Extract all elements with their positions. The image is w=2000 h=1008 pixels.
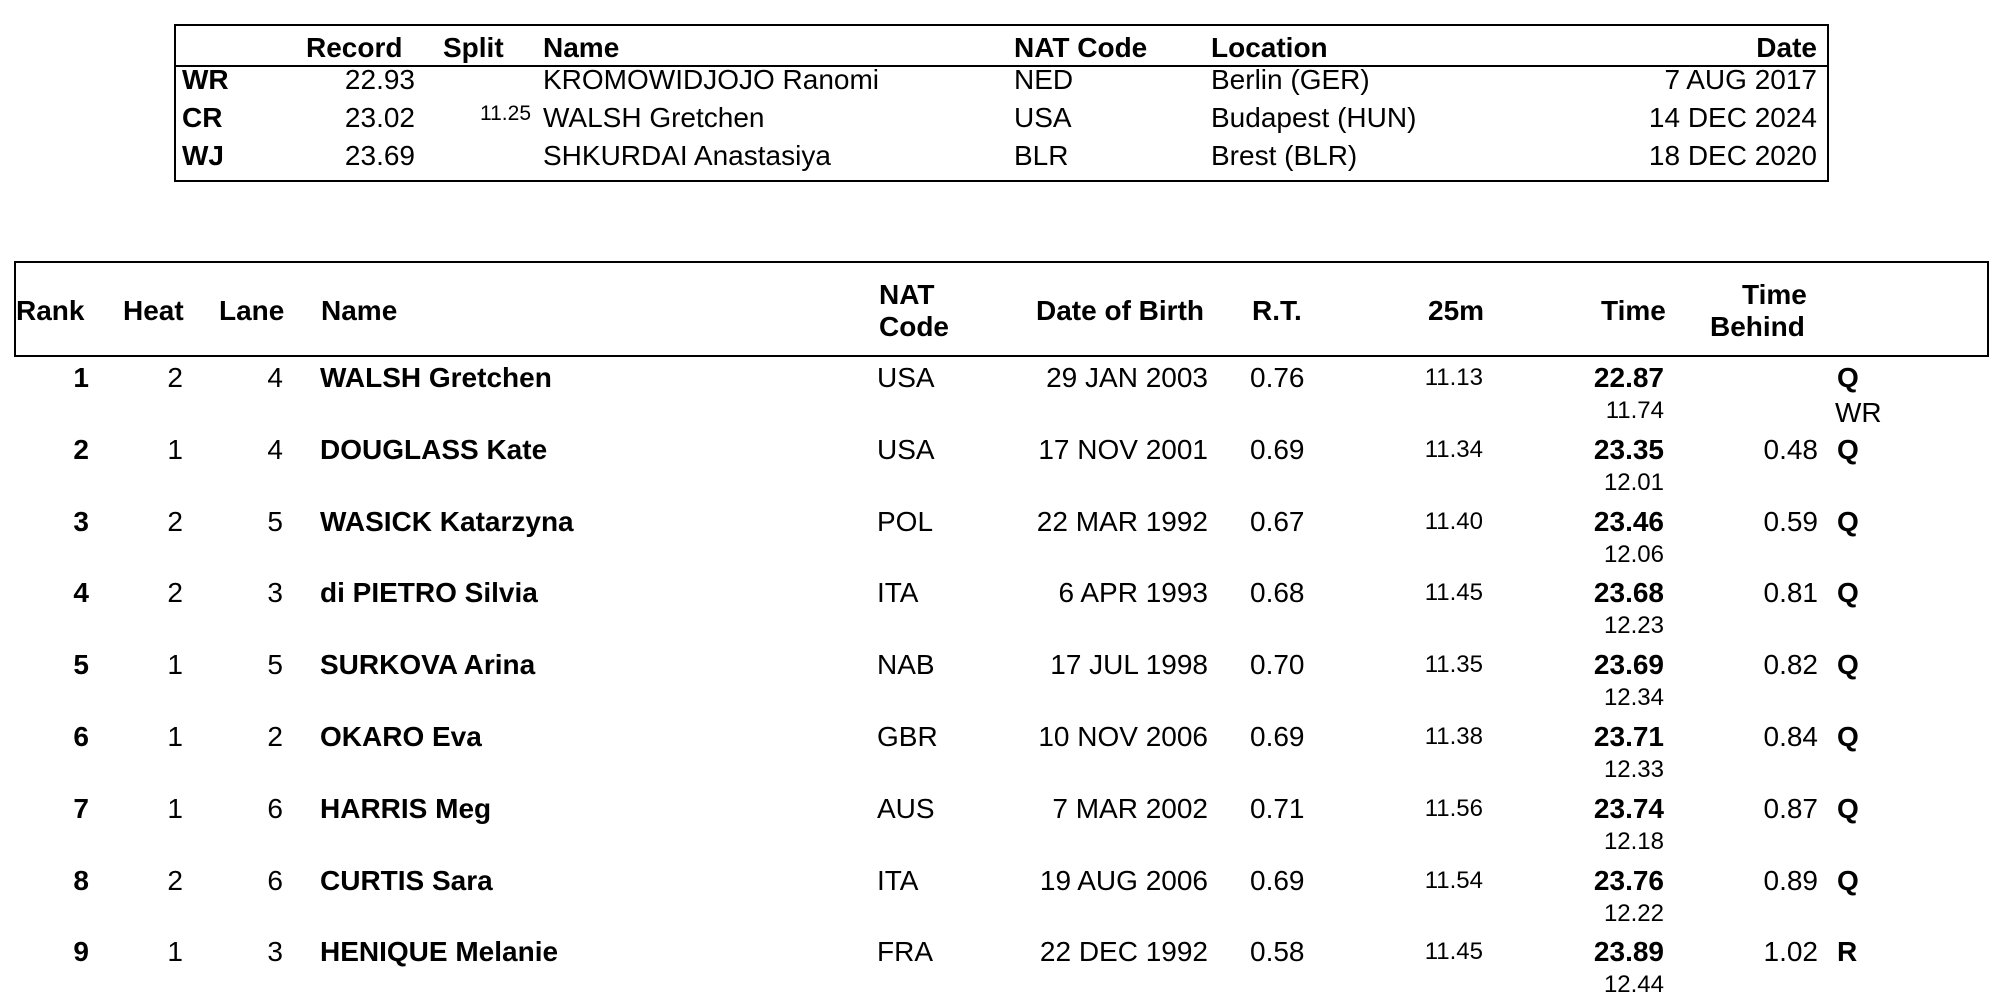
- athlete-name: HENIQUE Melanie: [320, 936, 559, 968]
- split-50m: 12.01: [1603, 468, 1664, 496]
- nat-code: POL: [877, 505, 934, 537]
- records-header-date: Date: [1756, 32, 1817, 63]
- split-50m: 12.22: [1603, 899, 1664, 927]
- result-row: [0, 362, 2000, 434]
- heat: 1: [167, 649, 183, 681]
- time-behind: 0.87: [1763, 792, 1818, 824]
- record-location: Berlin (GER): [1211, 64, 1370, 95]
- heat: 1: [167, 721, 183, 752]
- lane: 2: [267, 721, 283, 752]
- final-time: 23.68: [1593, 577, 1664, 609]
- header-nat-line2: Code: [879, 311, 949, 342]
- nat-code: FRA: [877, 936, 933, 968]
- header-rank: Rank: [16, 295, 85, 326]
- header-nat-line1: NAT: [879, 279, 935, 310]
- athlete-name: WALSH Gretchen: [320, 362, 552, 393]
- result-row: [0, 434, 2000, 506]
- header-time: Time: [1601, 295, 1666, 326]
- final-time: 23.35: [1593, 433, 1664, 465]
- time-behind: 0.84: [1763, 721, 1818, 752]
- record-time: 23.02: [344, 102, 415, 133]
- split-50m: 12.44: [1603, 971, 1664, 999]
- final-time: 23.76: [1593, 864, 1664, 896]
- record-location: Budapest (HUN): [1211, 102, 1417, 133]
- record-date: 14 DEC 2024: [1648, 102, 1817, 133]
- result-row: [0, 721, 2000, 793]
- record-nat-code: NED: [1014, 64, 1074, 95]
- rank: 1: [73, 362, 89, 393]
- heat: 2: [167, 505, 183, 537]
- split-25m: 11.45: [1424, 938, 1483, 966]
- header-behind-line2: Behind: [1710, 311, 1805, 342]
- header-name: Name: [321, 295, 398, 326]
- result-row: [0, 793, 2000, 865]
- final-time: 23.71: [1593, 721, 1664, 752]
- reaction-time: 0.67: [1250, 505, 1305, 537]
- lane: 3: [267, 577, 283, 609]
- nat-code: AUS: [877, 792, 935, 824]
- heat: 1: [167, 433, 183, 465]
- record-time: 23.69: [344, 140, 415, 171]
- records-header-divider: [176, 65, 1827, 67]
- final-time: 23.46: [1593, 505, 1664, 537]
- split-50m: 12.34: [1603, 684, 1664, 712]
- date-of-birth: 22 DEC 1992: [1039, 936, 1208, 968]
- date-of-birth: 19 AUG 2006: [1039, 864, 1208, 896]
- nat-code: USA: [877, 433, 935, 465]
- record-date: 18 DEC 2020: [1648, 140, 1817, 171]
- header-lane: Lane: [219, 295, 285, 326]
- split-25m: 11.56: [1424, 794, 1483, 822]
- split-50m: 12.23: [1603, 612, 1664, 640]
- reaction-time: 0.71: [1250, 792, 1305, 824]
- athlete-name: di PIETRO Silvia: [320, 577, 538, 609]
- time-behind: 0.81: [1763, 577, 1818, 609]
- date-of-birth: 6 APR 1993: [1058, 577, 1208, 609]
- qualification-mark: Q: [1837, 864, 1859, 896]
- heat: 2: [167, 864, 183, 896]
- split-25m: 11.45: [1424, 579, 1483, 607]
- nat-code: USA: [877, 362, 935, 393]
- record-date: 7 AUG 2017: [1664, 64, 1817, 95]
- record-location: Brest (BLR): [1211, 140, 1358, 171]
- lane: 5: [267, 505, 283, 537]
- qualification-mark: Q: [1837, 433, 1859, 465]
- date-of-birth: 10 NOV 2006: [1038, 721, 1208, 752]
- date-of-birth: 17 JUL 1998: [1050, 649, 1208, 681]
- heat: 1: [167, 936, 183, 968]
- nat-code: ITA: [877, 577, 919, 609]
- rank: 3: [73, 505, 89, 537]
- qualification-mark: Q: [1837, 721, 1859, 752]
- date-of-birth: 17 NOV 2001: [1038, 433, 1208, 465]
- lane: 5: [267, 649, 283, 681]
- rank: 2: [73, 433, 89, 465]
- athlete-name: CURTIS Sara: [320, 864, 493, 896]
- reaction-time: 0.68: [1250, 577, 1305, 609]
- lane: 4: [267, 433, 283, 465]
- heat: 1: [167, 792, 183, 824]
- record-nat-code: USA: [1014, 102, 1072, 133]
- rank: 8: [73, 864, 89, 896]
- header-behind-line1: Time: [1742, 279, 1807, 310]
- nat-code: NAB: [877, 649, 935, 681]
- qualification-mark: R: [1837, 936, 1858, 968]
- reaction-time: 0.76: [1250, 362, 1305, 393]
- record-mark: WR: [1835, 397, 1882, 428]
- date-of-birth: 29 JAN 2003: [1046, 362, 1208, 393]
- rank: 4: [73, 577, 89, 609]
- record-time: 22.93: [344, 64, 415, 95]
- results-header: [14, 261, 1989, 357]
- record-type: CR: [182, 102, 223, 133]
- records-table: [174, 24, 1829, 182]
- reaction-time: 0.69: [1250, 433, 1305, 465]
- athlete-name: SURKOVA Arina: [320, 649, 536, 681]
- heat: 2: [167, 362, 183, 393]
- reaction-time: 0.69: [1250, 864, 1305, 896]
- date-of-birth: 22 MAR 1992: [1036, 505, 1208, 537]
- lane: 4: [267, 362, 283, 393]
- time-behind: 0.89: [1763, 864, 1818, 896]
- nat-code: ITA: [877, 864, 919, 896]
- lane: 6: [267, 792, 283, 824]
- split-25m: 11.35: [1424, 651, 1483, 679]
- time-behind: 0.59: [1763, 505, 1818, 537]
- final-time: 23.89: [1593, 936, 1664, 968]
- qualification-mark: Q: [1837, 577, 1859, 609]
- split-25m: 11.54: [1424, 866, 1483, 894]
- split-25m: 11.40: [1424, 507, 1483, 535]
- reaction-time: 0.70: [1250, 649, 1305, 681]
- record-holder-name: KROMOWIDJOJO Ranomi: [543, 64, 880, 95]
- result-row: [0, 506, 2000, 578]
- record-type: WR: [182, 64, 229, 95]
- records-header-name: Name: [543, 32, 620, 63]
- reaction-time: 0.58: [1250, 936, 1305, 968]
- record-split: 11.25: [480, 102, 531, 125]
- split-25m: 11.34: [1424, 435, 1483, 463]
- records-header-split: Split: [443, 32, 504, 63]
- record-holder-name: SHKURDAI Anastasiya: [543, 140, 831, 171]
- reaction-time: 0.69: [1250, 721, 1305, 752]
- final-time: 23.74: [1593, 792, 1664, 824]
- final-time: 23.69: [1593, 649, 1664, 681]
- record-holder-name: WALSH Gretchen: [543, 102, 765, 133]
- result-row: [0, 577, 2000, 649]
- athlete-name: HARRIS Meg: [320, 792, 492, 824]
- header-heat: Heat: [123, 295, 184, 326]
- split-50m: 12.06: [1603, 540, 1664, 568]
- qualification-mark: Q: [1837, 792, 1859, 824]
- qualification-mark: Q: [1837, 649, 1859, 681]
- result-row: [0, 865, 2000, 937]
- split-50m: 11.74: [1605, 397, 1664, 424]
- header-dob: Date of Birth: [1036, 295, 1204, 326]
- time-behind: 1.02: [1763, 936, 1818, 968]
- athlete-name: WASICK Katarzyna: [320, 505, 574, 537]
- record-type: WJ: [182, 140, 224, 171]
- lane: 6: [267, 864, 283, 896]
- split-50m: 12.18: [1603, 827, 1664, 855]
- athlete-name: DOUGLASS Kate: [320, 433, 548, 465]
- record-nat-code: BLR: [1014, 140, 1069, 171]
- rank: 7: [73, 792, 89, 824]
- result-row: [0, 936, 2000, 1008]
- rank: 9: [73, 936, 89, 968]
- athlete-name: OKARO Eva: [320, 721, 482, 752]
- time-behind: 0.48: [1763, 433, 1818, 465]
- result-row: [0, 649, 2000, 721]
- records-header-location: Location: [1211, 32, 1328, 63]
- qualification-mark: Q: [1837, 362, 1859, 393]
- nat-code: GBR: [877, 721, 938, 752]
- heat: 2: [167, 577, 183, 609]
- split-25m: 11.38: [1424, 723, 1483, 750]
- time-behind: 0.82: [1763, 649, 1818, 681]
- split-25m: 11.13: [1424, 364, 1483, 391]
- records-header-nat: NAT Code: [1014, 32, 1148, 63]
- qualification-mark: Q: [1837, 505, 1859, 537]
- header-rt: R.T.: [1252, 295, 1302, 326]
- rank: 6: [73, 721, 89, 752]
- split-50m: 12.33: [1603, 756, 1664, 783]
- rank: 5: [73, 649, 89, 681]
- header-25m: 25m: [1428, 295, 1485, 326]
- records-header-record: Record: [306, 32, 403, 63]
- final-time: 22.87: [1593, 362, 1664, 393]
- date-of-birth: 7 MAR 2002: [1052, 792, 1208, 824]
- lane: 3: [267, 936, 283, 968]
